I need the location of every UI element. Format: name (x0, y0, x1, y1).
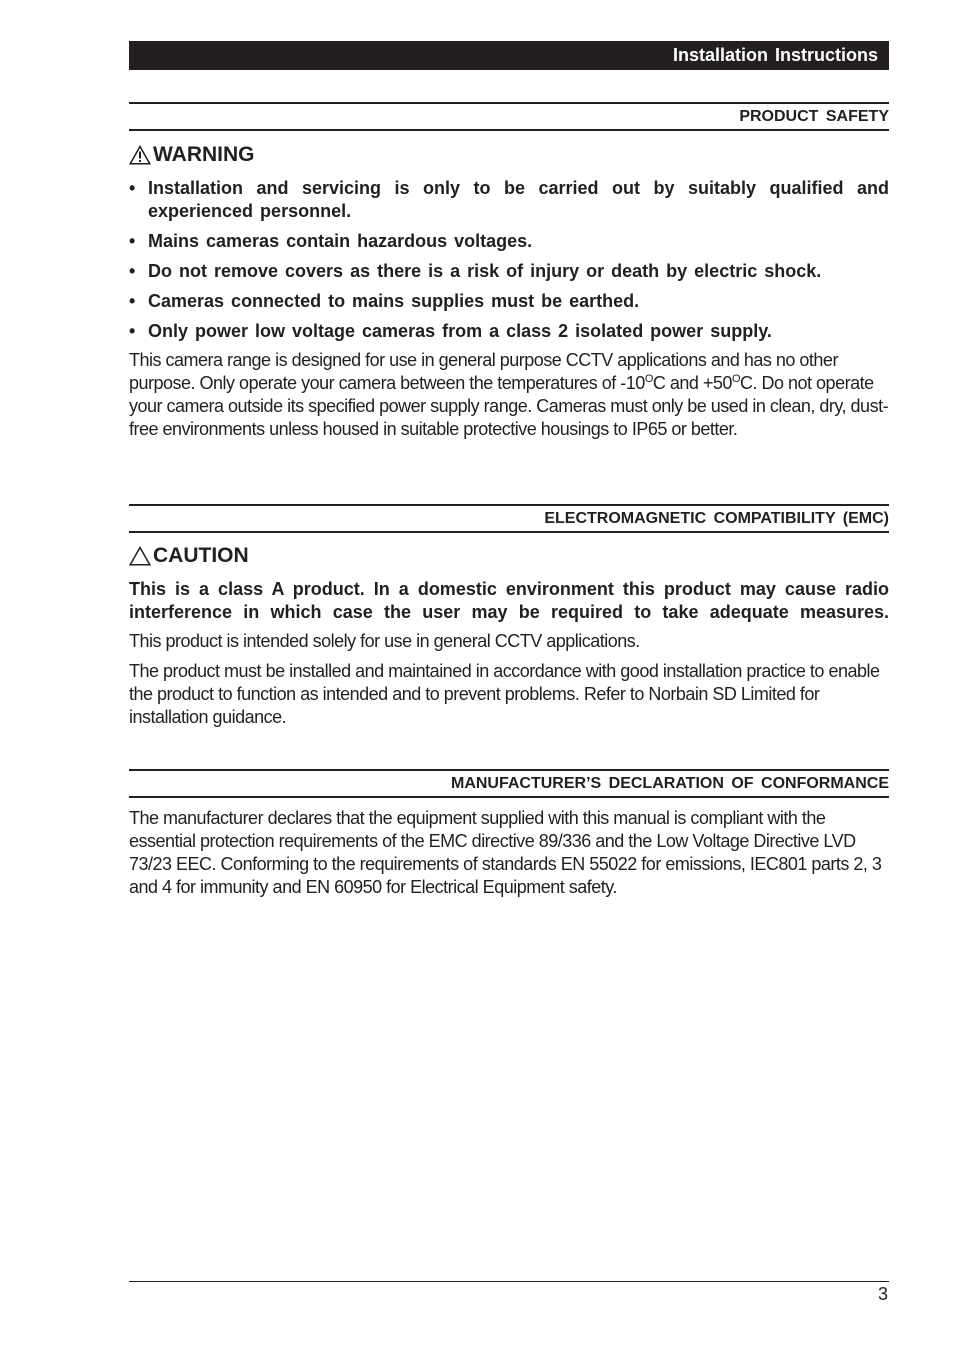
list-item: • Do not remove covers as there is a risk of injury or death by electric shock. (129, 261, 822, 281)
section-heading-emc: ELECTROMAGNETIC COMPATIBILITY (EMC) (129, 504, 889, 533)
page-number: 3 (877, 1284, 888, 1304)
caution-title (129, 543, 249, 569)
emc-paragraph-2: The product must be installed and maintained in accordance with good installation practice to enable the product to function as intended and to prevent problems. Refer to Norbain SD Limited for installation guidance. (129, 661, 880, 727)
list-item: • Only power low voltage cameras from a class 2 isolated power supply. (129, 321, 772, 341)
warning-bullet-list (129, 177, 889, 350)
superscript: O (731, 373, 741, 385)
caution-label: CAUTION (153, 544, 249, 567)
section-heading-product-safety: PRODUCT SAFETY (129, 102, 889, 131)
class-a-statement: This is a class A product. In a domestic environment this product may cause radio interference in which case the user may be required to take adequate measures. (129, 579, 889, 622)
warning-title (129, 142, 255, 168)
emc-paragraph-1: This product is intended solely for use in general CCTV applications. (129, 631, 640, 651)
list-item: • Installation and servicing is only to be carried out by suitably qualified and experienced personnel. (129, 178, 889, 221)
list-item: • Mains cameras contain hazardous voltages. (129, 231, 533, 251)
footer-rule (129, 1281, 889, 1282)
caution-triangle-icon (129, 546, 151, 566)
warning-triangle-icon (129, 145, 151, 165)
document-title: Installation Instructions (672, 45, 878, 65)
declaration-body: The manufacturer declares that the equipment supplied with this manual is compliant with the essential protection requirements of the EMC directive 89/336 and the Low Voltage Directive LVD 73/23 EEC. Conforming to the requirements of standards EN 55022 for emissions, IEC801 parts 2, 3 and 4 for immunity and EN 60950 for Electrical Equipment safety. (129, 808, 882, 897)
warning-label: WARNING (153, 143, 255, 166)
superscript: O (644, 373, 653, 385)
header-bar (129, 41, 889, 70)
product-safety-body: This camera range is designed for use in general purpose CCTV applications and has no other purpose. Only operate your camera between the temperatures of $-10^OC$ and $+50^OC$. Do not operate your camera outside its specified power supply range. Cameras must only be used in clean, dry, dust-free environments unless housed in suitable protective housings to IP65 or better. (129, 350, 889, 439)
list-item: • Cameras connected to mains supplies must be earthed. (129, 291, 640, 311)
section-heading-declaration: MANUFACTURER’S DECLARATION OF CONFORMANCE (129, 769, 889, 798)
